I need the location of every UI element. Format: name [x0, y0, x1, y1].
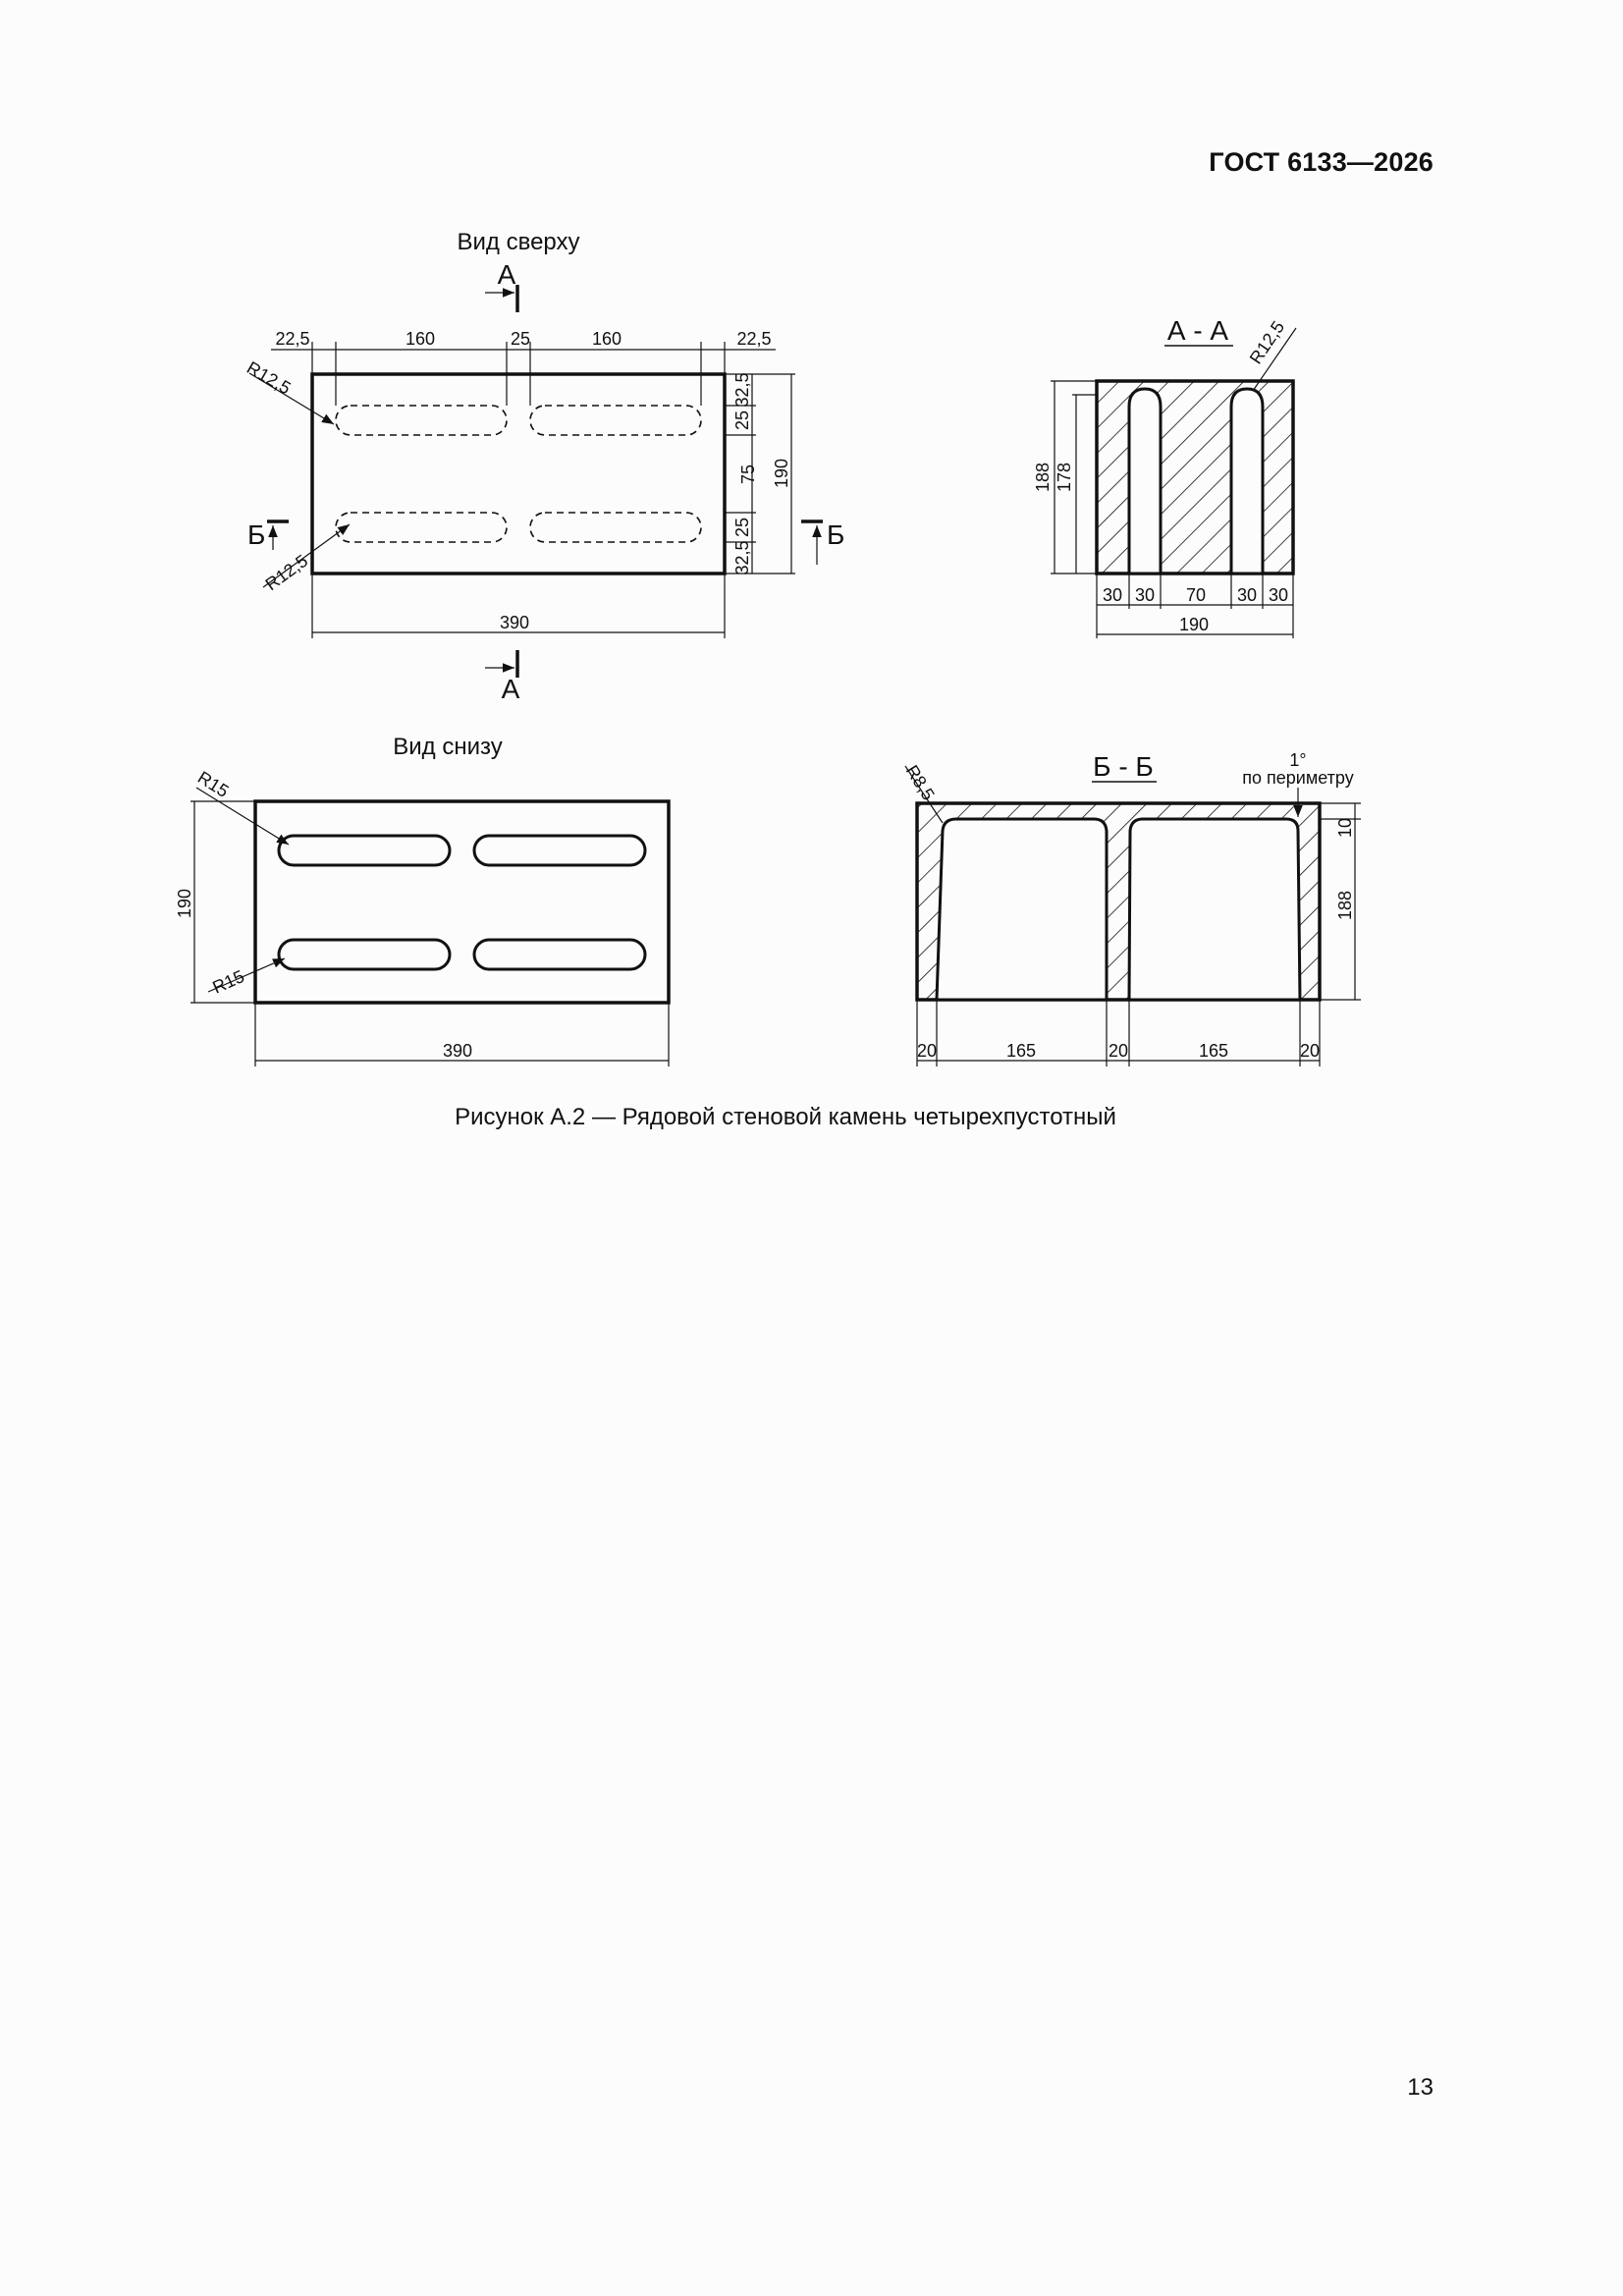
slot-bottom-left	[336, 513, 507, 542]
bottom-dim-height: 190	[175, 888, 194, 919]
dim-v2: 25	[732, 410, 752, 431]
page-number: 13	[1407, 2074, 1434, 2101]
bottom-slot-top-right	[474, 836, 645, 865]
bb-top: 10	[1335, 817, 1355, 839]
bb-w3: 20	[1108, 1041, 1129, 1061]
bb-w2: 165	[1005, 1041, 1037, 1061]
section-b-label-right: Б	[827, 519, 845, 550]
section-aa-slot-left	[1129, 389, 1161, 574]
bottom-radius-bottom: R15	[209, 965, 247, 998]
section-a-label-bottom: А	[501, 674, 520, 704]
top-view-title: Вид сверху	[457, 229, 580, 255]
dim-radius-top: R12,5	[243, 357, 295, 399]
bottom-radius-top: R15	[193, 767, 233, 801]
aa-w2: 30	[1134, 585, 1156, 605]
aa-total: 190	[1178, 615, 1210, 634]
section-aa-slot-right	[1231, 389, 1263, 574]
bb-w4: 165	[1198, 1041, 1229, 1061]
top-view	[243, 229, 844, 704]
dim-left-margin: 22,5	[275, 329, 310, 349]
dim-radius-bottom: R12,5	[261, 550, 312, 595]
section-b-label-left: Б	[247, 519, 266, 550]
dim-height: 190	[772, 458, 791, 489]
bottom-slot-top-left	[279, 836, 450, 865]
aa-h-outer: 188	[1033, 462, 1053, 493]
bb-w1: 20	[916, 1041, 938, 1061]
section-aa-title: А - А	[1166, 315, 1229, 346]
dim-width: 390	[499, 613, 530, 632]
aa-w3: 70	[1185, 585, 1207, 605]
dim-v4: 25	[732, 517, 752, 538]
bb-radius: R8,5	[901, 761, 939, 804]
figure-caption: Рисунок А.2 — Рядовой стеновой камень четырехпустотный	[455, 1104, 1116, 1130]
bb-note-angle: 1°	[1289, 750, 1307, 770]
aa-radius: R12,5	[1245, 317, 1289, 368]
section-bb	[902, 750, 1361, 1066]
aa-h-inner: 178	[1055, 462, 1074, 493]
bottom-view-outline	[255, 801, 669, 1003]
bb-note-text: по периметру	[1242, 768, 1354, 788]
dim-gap: 25	[510, 329, 531, 349]
section-bb-void-right	[1129, 819, 1300, 1000]
bottom-slot-bottom-right	[474, 940, 645, 969]
section-aa	[1033, 315, 1296, 638]
standard-header: ГОСТ 6133—2026	[1209, 147, 1434, 177]
dim-slot-length-2: 160	[591, 329, 622, 349]
section-a-label-top: А	[497, 259, 516, 290]
top-view-outline	[312, 374, 725, 574]
dim-v5: 32,5	[732, 540, 752, 575]
bb-w5: 20	[1299, 1041, 1321, 1061]
slot-top-right	[530, 406, 701, 435]
bb-height: 188	[1335, 890, 1355, 921]
section-bb-void-left	[937, 819, 1107, 1000]
bottom-view	[175, 734, 669, 1066]
aa-w4: 30	[1236, 585, 1258, 605]
section-bb-title: Б - Б	[1093, 751, 1154, 782]
bottom-dim-width: 390	[442, 1041, 473, 1061]
slot-top-left	[336, 406, 507, 435]
dim-v1: 32,5	[732, 372, 752, 408]
aa-w5: 30	[1268, 585, 1289, 605]
bottom-slot-bottom-left	[279, 940, 450, 969]
bottom-view-title: Вид снизу	[393, 734, 503, 760]
dim-right-margin: 22,5	[736, 329, 772, 349]
dim-v3: 75	[738, 464, 758, 485]
dim-slot-length: 160	[405, 329, 436, 349]
aa-w1: 30	[1102, 585, 1123, 605]
slot-bottom-right	[530, 513, 701, 542]
